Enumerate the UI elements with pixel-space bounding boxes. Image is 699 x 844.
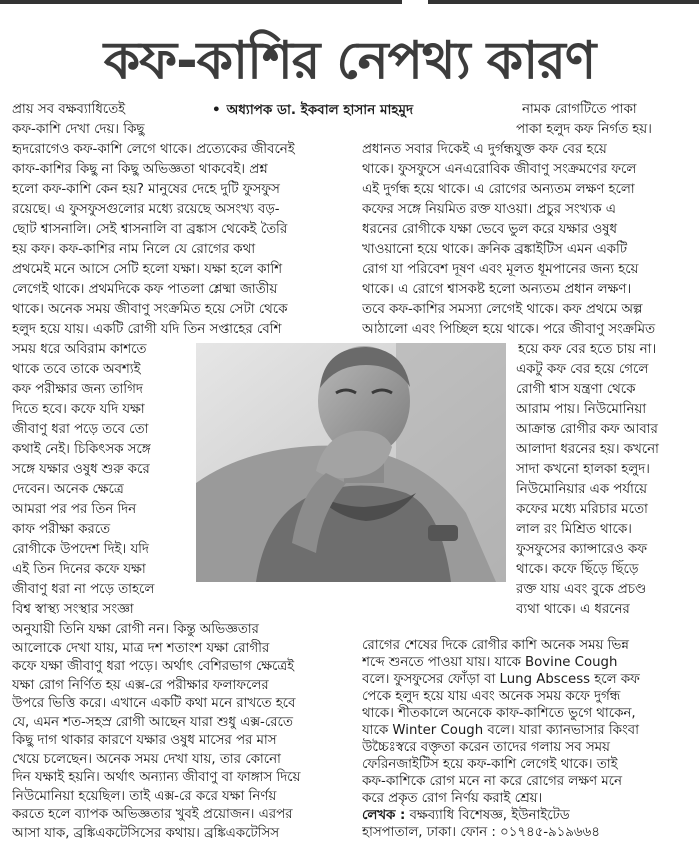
text-line: রয়েছে। এ ফুসফুসগুলোর মধ্যে রয়েছে অসংখ্য বড়- <box>12 202 280 217</box>
text-line: ফেরিনজাইটিস হয়ে কফ-কাশি লেগেই থাকে। তাই <box>362 757 618 772</box>
text-line: এই তিন দিনের কফে যক্ষা <box>12 562 146 577</box>
text-line: রক্ত যায় এবং বুকে প্রচণ্ড <box>516 582 647 597</box>
text-line: উপরে ভিত্তি করে। এখানে একটি কথা মনে রাখতে হবে <box>12 696 296 711</box>
text-line: নিউমোনিয়া হয়েছিল। তাই এক্স-রে করে যক্ষা নির্ণয় <box>12 788 277 804</box>
text-line: দিন যক্ষাই হয়নি। অর্থাৎ অন্যান্য জীবাণু বা ফাঙ্গাস দিয়ে <box>12 770 301 785</box>
text-line: থাকে। অনেক সময় জীবাণু সংক্রমিত হয়ে সেটা থেকে <box>12 302 288 317</box>
text-line: দিতে হবে। কফে যদি যক্ষা <box>12 402 145 417</box>
text-line: কাফ-কাশির কিছু না কিছু অভিজ্ঞতা থাকবেই। প্রশ্ন <box>12 162 268 177</box>
article-photo <box>196 343 506 582</box>
text-line: থাকে। এ রোগে শ্বাসকষ্ট হলো অন্যতম প্রধান লক্ষণ। <box>362 282 632 297</box>
text-line: কফে যক্ষা জীবাণু ধরা পড়ে। অর্থাৎ বেশিরভাগ ক্ষেত্রেই <box>12 659 295 674</box>
text-line: আমরা পর পর তিন দিন <box>12 502 137 517</box>
text-line: থাকে। ফুসফুসে এনএরোবিক জীবাণু সংক্রমণের ফলে <box>362 162 637 177</box>
text-line: করতে হলে ব্যাপক অভিজ্ঞতার খুবই প্রয়োজন। এরপর <box>12 807 293 822</box>
text-line: সঙ্গে যক্ষার ওষুধ শুরু করে <box>12 462 150 477</box>
text-line: শব্দে শুনতে পাওয়া যায়। যাকে Bovine Cough <box>362 655 618 670</box>
text-line: হলুদ হয়ে যায়। একটি রোগী যদি তিন সপ্তাহের বেশি <box>12 322 282 337</box>
text-line: কফের মধ্যে মরিচার মতো <box>516 502 648 517</box>
author-label: লেখক : <box>362 808 406 823</box>
text-line: এই দুর্গন্ধ হয়ে থাকে। এ রোগের অন্যতম লক্ষণ হলো <box>362 182 635 197</box>
text-line: থাকে। কফে ছিঁড়ে ছিঁড়ে <box>516 562 639 577</box>
text-line: আলোকে দেখা যায়, মাত্র দশ শতাংশ যক্ষা রোগীর <box>12 640 270 656</box>
text-line: সাদা কখনো হালকা হলুদ। <box>516 462 650 477</box>
author-credit-text: বক্ষব্যাধি বিশেষজ্ঞ, ইউনাইটেড <box>409 808 570 823</box>
text-line: ছোট শ্বাসনালি। সেই শ্বাসনালি বা ব্রঙ্কাস থেকেই তৈরি <box>12 222 288 237</box>
text-line: আসা যাক, ব্রঙ্কিএকটেসিসের কথায়। ব্রঙ্কিএকটেসিস <box>12 825 280 841</box>
text-line: যক্ষা রোগ নির্ণিত হয় এক্স-রে পরীক্ষার ফলাফলের <box>12 677 269 693</box>
text-line: যে, এমন শত-সহস্র রোগী আছেন যারা শুধু এক্স-রেতে <box>12 714 293 730</box>
text-line: প্রথমেই মনে আসে সেটি হলো যক্ষা। যক্ষা হলে কাশি <box>12 262 283 277</box>
text-line: যাকে Winter Cough বলে। যারা ক্যানভাসার কিংবা <box>362 723 639 738</box>
text-line: আলাদা ধরনের হয়। কখনো <box>516 442 659 457</box>
top-rule-right <box>428 0 699 4</box>
text-line: লাল রং মিশ্রিত থাকে। <box>516 522 632 537</box>
text-line: কিছু দাগ থাকার কারণে যক্ষার ওষুধ মাসের পর মাস <box>12 733 277 748</box>
text-line: নামক রোগটিতে পাকা <box>522 102 637 117</box>
text-line: তবে কফ-কাশির সমস্যা লেগেই থাকে। কফ প্রথমে অল্প <box>362 302 643 317</box>
text-line: রোগের শেষের দিকে রোগীর কাশি অনেক সময় ভিন্ন <box>362 638 629 653</box>
text-line: হৃদরোগেও কফ-কাশি লেগে থাকে। প্রত্যেকের জীবনেই <box>12 142 295 157</box>
text-line: হয়ে কফ বের হতে চায় না। <box>518 342 657 357</box>
text-line: নিউমোনিয়ার এক পর্যায়ে <box>516 482 648 497</box>
text-line: কফ পরীক্ষার জন্য তাগিদ <box>12 382 143 397</box>
text-line: প্রধানত সবার দিকেই এ দুর্গন্ধযুক্ত কফ বের হয়ে <box>362 142 607 157</box>
text-line: হয় কফ। কফ-কাশির নাম নিলে যে রোগের কথা <box>12 242 256 257</box>
text-line: কথাই নেই। চিকিৎসক সঙ্গে <box>12 442 151 457</box>
text-line: ধরনের রোগীকে যক্ষা ভেবে ভুল করে যক্ষার ওষুধ <box>362 222 617 237</box>
text-line: কফ-কাশি দেখা দেয়। কিছু <box>12 122 145 137</box>
text-line: রোগ যা পরিবেশ দূষণ এবং মূলত ধূমপানের জন্য হয়ে <box>362 262 639 277</box>
text-line: কফ-কাশিকে রোগ মনে না করে রোগের লক্ষণ মনে <box>362 774 622 789</box>
text-line: রোগী শ্বাস যন্ত্রণা থেকে <box>516 382 636 397</box>
text-line: থাকে তবে তাকে অবশ্যই <box>12 362 141 377</box>
text-line: একটু কফ বের হয়ে গেলে <box>516 362 649 377</box>
text-line: রোগীকে উপদেশ দিই। যদি <box>12 542 149 557</box>
top-rule-left <box>0 0 402 4</box>
text-line: জীবাণু ধরা না পড়ে তাহলে <box>12 582 155 597</box>
text-line: বিশ্ব স্বাস্থ্য সংস্থার সংজ্ঞা <box>12 602 134 617</box>
text-line: অনুযায়ী তিনি যক্ষা রোগী নন। কিন্তু অভিজ্ঞতার <box>12 622 259 637</box>
text-line: উচ্চৈঃস্বরে বক্তৃতা করেন তাদের গলায় সব সময় <box>362 740 610 755</box>
bullet-icon: • <box>212 102 221 118</box>
text-line: থাকে। শীতকালে অনেকে কাফ-কাশিতে ভুগে থাকেন, <box>362 706 636 721</box>
text-line: আরাম পায়। নিউমোনিয়া <box>516 402 647 417</box>
text-line: খাওয়ানো হয়ে থাকে। ক্রনিক ব্রঙ্কাইটিস এমন একটি <box>362 242 628 257</box>
text-line: করে প্রকৃত রোগ নির্ণয় করাই শ্রেয়। <box>362 791 543 806</box>
text-line: ফুসফুসের ক্যান্সারেও কফ <box>516 542 647 557</box>
text-line: কাফ পরীক্ষা করতে <box>12 522 111 537</box>
coughing-man-image <box>196 343 506 582</box>
author-name: অধ্যাপক ডা. ইকবাল হাসান মাহমুদ <box>226 102 414 118</box>
text-line: প্রায় সব বক্ষব্যাধিতেই <box>12 102 126 117</box>
text-line: লেগেই থাকে। প্রথমদিকে কফ পাতলা শ্লেষ্মা জাতীয় <box>12 282 278 297</box>
text-line: জীবাণু ধরা পড়ে তবে তো <box>12 422 149 437</box>
text-line: আক্রান্ত রোগীর কফ আবার <box>516 422 658 437</box>
text-line: কফের সঙ্গে নিয়মিত রক্ত যাওয়া। প্রচুর সংখ্যক এ <box>362 202 616 217</box>
text-line: হলো কফ-কাশি কেন হয়? মানুষের দেহে দুটি ফুসফুস <box>12 182 280 197</box>
text-line: আঠালো এবং পিচ্ছিল হয়ে থাকে। পরে জীবাণু সংক্রমিত <box>362 322 656 337</box>
text-line: খেয়ে চলেছেন। অনেক সময় দেখা যায়, তার কোনো <box>12 751 281 767</box>
text-line: ব্যথা থাকে। এ ধরনের <box>516 602 630 617</box>
author-contact: হাসপাতাল, ঢাকা। ফোন : ০১৭৪৫-৯১৯৬৬৪ <box>362 825 600 840</box>
text-line: দেবেন। অনেক ক্ষেত্রে <box>12 482 124 497</box>
text-line: পাকা হলুদ কফ নির্গত হয়। <box>516 122 652 137</box>
article-byline <box>212 100 413 120</box>
article-headline: কফ-কাশির নেপথ্য কারণ <box>103 31 596 91</box>
text-line: বলে। ফুসফুসের ফোঁড়া বা Lung Abscess হলে কফ <box>362 672 640 687</box>
text-line: সময় ধরে অবিরাম কাশতে <box>12 342 147 357</box>
text-line: পেকে হলুদ হয়ে যায় এবং অনেক সময় কফে দুর্গন্ধ <box>362 689 621 704</box>
